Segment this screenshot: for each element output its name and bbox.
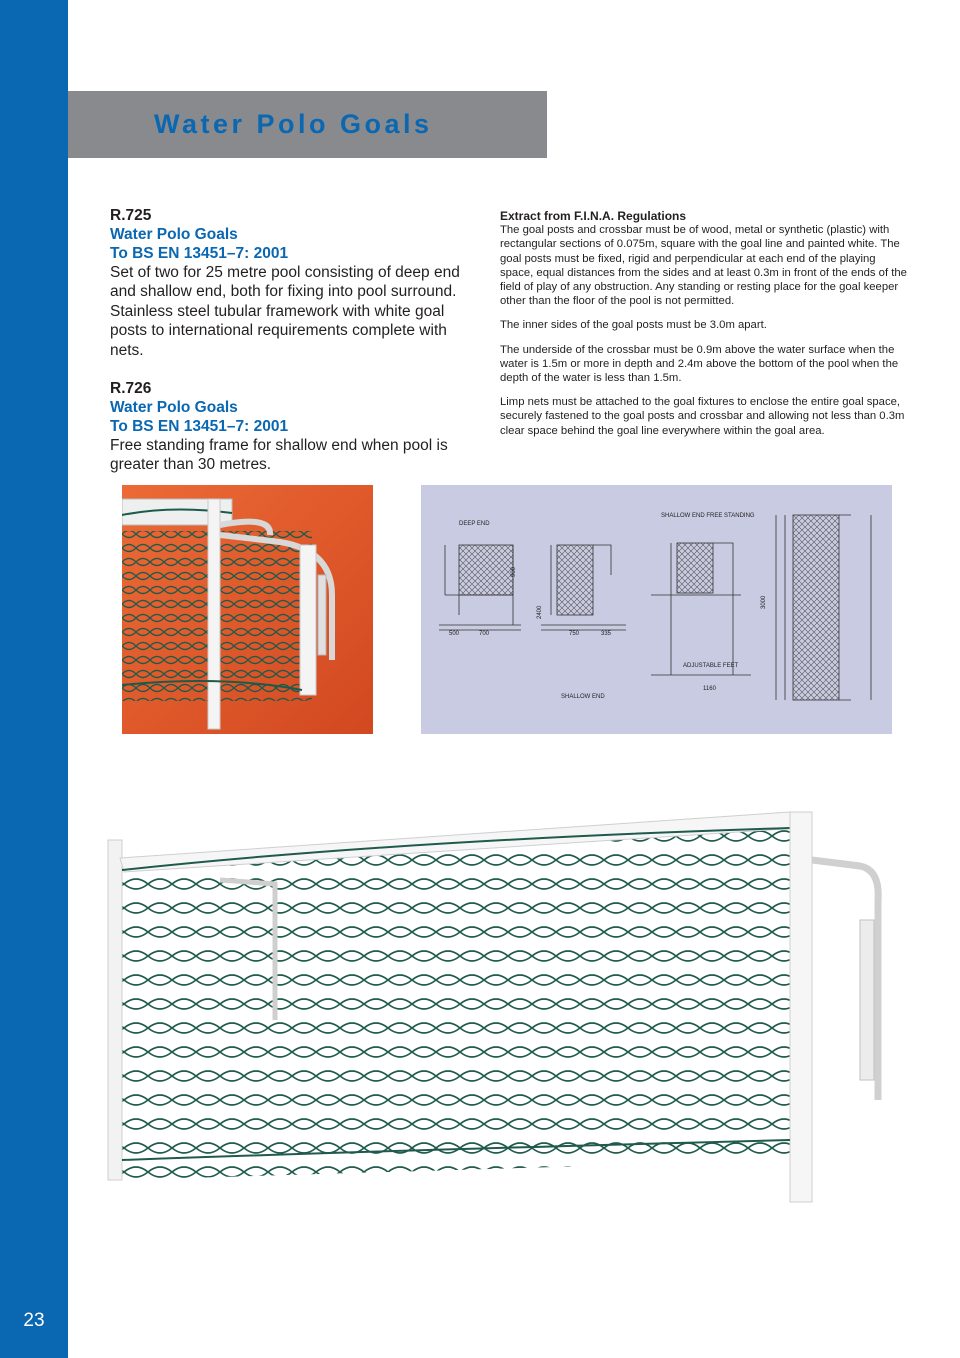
- product-code: R.725: [110, 207, 152, 224]
- dim-700: 700: [479, 631, 490, 637]
- regulations-heading: Extract from F.I.N.A. Regulations: [500, 209, 687, 223]
- product-descriptions: [110, 206, 482, 475]
- dim-335: 335: [601, 631, 612, 637]
- sidebar-stripe: [0, 0, 68, 1358]
- dim-900: 900: [511, 566, 517, 577]
- dim-750: 750: [569, 631, 580, 637]
- goal-photo-closeup: [122, 485, 373, 734]
- regulation-paragraph: Limp nets must be attached to the goal fixtures to enclose the entire goal space, securely fastened to the goal posts and crossbar and allowing not less than 0.3m clear space behind the goal line everywhere within the goal area.: [500, 396, 905, 437]
- regulations-extract: [500, 209, 910, 448]
- product-block: [110, 379, 482, 475]
- dim-2400: 2400: [537, 605, 543, 619]
- goal-photo-large: [100, 800, 900, 1220]
- dim-500: 500: [449, 631, 460, 637]
- label-deep-end: DEEP END: [459, 521, 490, 527]
- product-standard: To BS EN 13451–7: 2001: [110, 245, 289, 262]
- label-adjustable: ADJUSTABLE FEET: [683, 663, 739, 669]
- product-name: Water Polo Goals: [110, 399, 238, 417]
- label-shallow-end: SHALLOW END: [561, 694, 605, 700]
- product-block: [110, 206, 482, 360]
- product-description: Free standing frame for shallow end when pool is greater than 30 metres.: [110, 437, 448, 474]
- technical-drawing: [421, 485, 892, 734]
- product-name: Water Polo Goals: [110, 226, 238, 243]
- dim-3000: 3000: [761, 595, 767, 609]
- page-title: Water Polo Goals: [154, 109, 433, 139]
- regulation-paragraph: The inner sides of the goal posts must be 3.0m apart.: [500, 319, 767, 332]
- regulation-paragraph: The goal posts and crossbar must be of wood, metal or synthetic (plastic) with rectangular sections of 0.075m, square with the goal line and painted white. The goal posts must be fixed, rigid and perpendicular at each end of the playing space, equal distances from the sides and at least 0.3m in front of the ends of the field of play of any obstruction. Any standing or resting place for the goal keeper other than the floor of the pool is not permitted.: [500, 224, 907, 308]
- regulation-paragraph: The underside of the crossbar must be 0.9m above the water surface when the water is 1.5m or more in depth and 2.4m above the bottom of the pool when the depth of the water is less than 1.5m.: [500, 343, 899, 385]
- dim-1160: 1160: [703, 686, 716, 692]
- product-standard: To BS EN 13451–7: 2001: [110, 418, 289, 436]
- title-bar: [68, 91, 547, 158]
- product-code: R.726: [110, 380, 152, 398]
- page-number: 23: [23, 1310, 45, 1331]
- label-shallow-free: SHALLOW END FREE STANDING: [661, 513, 755, 519]
- product-description: Set of two for 25 metre pool consisting of deep end and shallow end, both for fixing into pool surround. Stainless steel tubular framework with white goal posts to international requirements complete with nets.: [110, 264, 460, 359]
